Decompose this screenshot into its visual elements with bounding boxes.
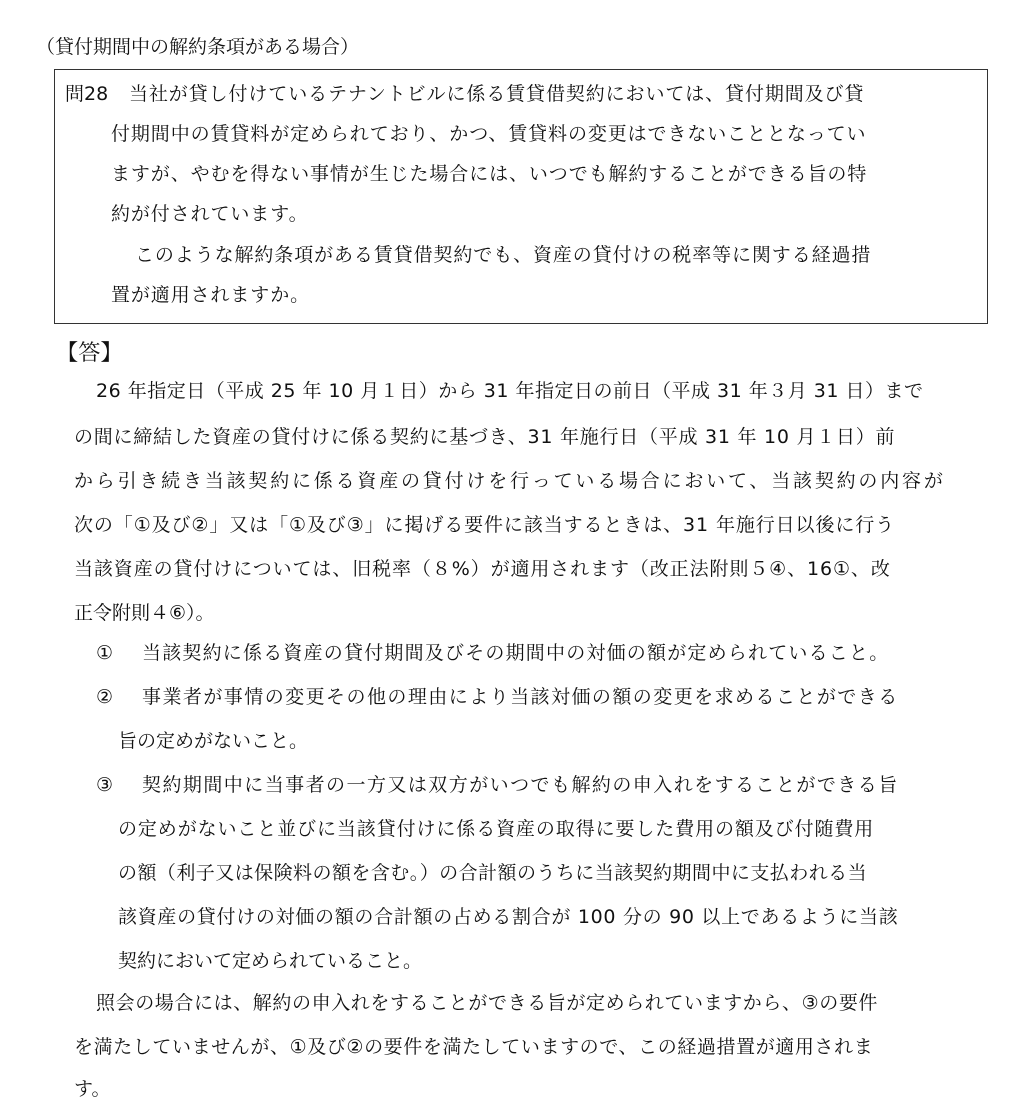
requirement-item-2-continued: 旨の定めがないこと。 [118,730,309,752]
answer-label: 【答】 [56,340,123,366]
requirement-item-3-continued: の定めがないこと並びに当該貸付けに係る資産の取得に要した費用の額及び付随費用 [118,818,875,840]
answer-intro-line: 26 年指定日（平成 25 年 10 月１日）から 31 年指定日の前日（平成 31 年３月 31 日）まで [96,380,924,402]
question-line: 置が適用されますか。 [111,284,311,306]
requirement-item-1: ① 当該契約に係る資産の貸付期間及びその期間中の対価の額が定められていること。 [96,640,889,667]
section-heading: （貸付期間中の解約条項がある場合） [36,36,360,58]
answer-intro-line: 次の「①及び②」又は「①及び③」に掲げる要件に該当するときは、31 年施行日以後に行う [74,514,896,536]
requirement-item-3: ③ 契約期間中に当事者の一方又は双方がいつでも解約の申入れをすることができる旨 [96,772,899,799]
question-line: 問28 当社が貸し付けているテナントビルに係る賃貸借契約においては、貸付期間及び貸 [65,81,864,108]
conclusion-line: 照会の場合には、解約の申入れをすることができる旨が定められていますから、③の要件 [96,992,879,1014]
question-line: 付期間中の賃貸料が定められており、かつ、賃貸料の変更はできないこととなってい [111,123,867,145]
conclusion-line: す。 [74,1078,111,1100]
item-number: ③ [96,774,115,796]
requirement-item-3-continued: の額（利子又は保険料の額を含む。）の合計額のうちに当該契約期間中に支払われる当 [118,862,868,884]
answer-intro-line: の間に締結した資産の貸付けに係る契約に基づき、31 年施行日（平成 31 年 10 月１日）前 [74,426,896,448]
question-line: 約が付されています。 [111,203,309,225]
requirement-item-2: ② 事業者が事情の変更その他の理由により当該対価の額の変更を求めることができる [96,684,899,711]
item-number: ② [96,686,115,708]
answer-intro-line: 当該資産の貸付けについては、旧税率（８%）が適用されます（改正法附則５④、16①、改 [74,558,891,580]
answer-intro-line: 正令附則４⑥）。 [74,602,215,624]
question-label: 問28 [65,83,109,105]
item-number: ① [96,642,115,664]
question-box [54,69,988,324]
conclusion-line: を満たしていませんが、①及び②の要件を満たしていますので、この経過措置が適用されま [74,1036,874,1058]
question-line: このような解約条項がある賃貸借契約でも、資産の貸付けの税率等に関する経過措 [135,244,872,266]
question-line: ますが、やむを得ない事情が生じた場合には、いつでも解約することができる旨の特 [111,163,868,185]
answer-intro-line: から引き続き当該契約に係る資産の貸付けを行っている場合において、当該契約の内容が [74,470,946,492]
requirement-item-3-continued: 該資産の貸付けの対価の額の合計額の占める割合が 100 分の 90 以上であるように当該 [118,906,899,928]
requirement-item-3-continued: 契約において定められていること。 [118,950,423,972]
